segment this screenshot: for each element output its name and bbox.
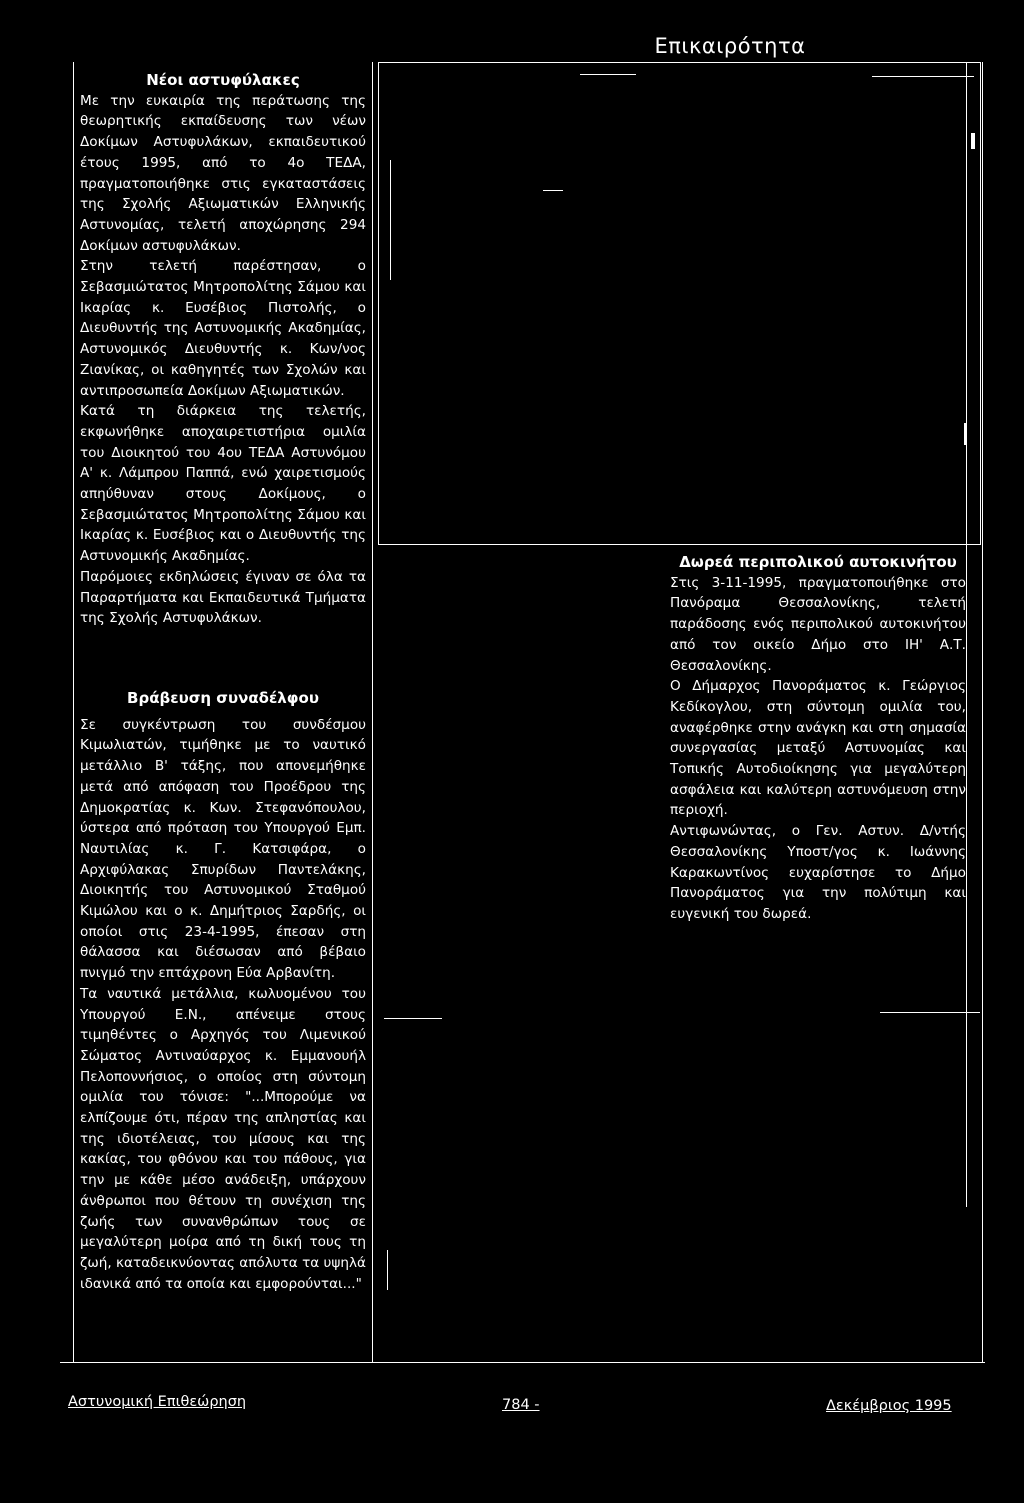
article-title: Νέοι αστυφύλακες (146, 71, 300, 89)
photo-highlight-mark (971, 133, 975, 149)
photo-right-rule (390, 160, 391, 280)
page-number: 784 - (502, 1397, 540, 1413)
article-paragraph: Αντιφωνώντας, ο Γεν. Αστυν. Δ/ντής Θεσσαλονίκης Υποστ/γος κ. Ιωάννης Καρακωντίνος ευχαρίστησε το Δήμο Πανοράματος για την πολύτιμη και ευγενική του δωρεά. (670, 823, 966, 922)
article-paragraph: Τα ναυτικά μετάλλια, κωλυομένου του Υπουργού Ε.Ν., απένειμε στους τιμηθέντες ο Αρχηγός του Λιμενικού Σώματος Αντιναύαρχος κ. Εμμανουήλ Πελοποννήσιος, ο οποίος στη σύντομη ομιλία του τόνισε: "...Μπορούμε να ελπίζουμε ότι, πέραν της απληστίας και της ιδιοτέλειας, του μίσους και της κακίας, του φθόνου και του πάθους, για την με κάθε μέσο ανάδειξη, υπάρχουν άνθρωποι που θέτουν τη συνέχιση της ζωής των συνανθρώπων τους σε μεγαλύτερη μοίρα από τη δική τους τη ζωή, καταδεικνύοντας απόλυτα τα υψηλά ιδανικά από τα οποία και εμφορούνται..." (80, 985, 366, 1292)
lower-right-rule (387, 1250, 388, 1290)
journal-name: Αστυνομική Επιθεώρηση (68, 1394, 247, 1410)
left-column-rule (73, 62, 74, 1363)
column-divider-rule (372, 62, 373, 1363)
article-paragraph: Ο Δήμαρχος Πανοράματος κ. Γεώργιος Κεδίκογλου, στη σύντομη ομιλία του, αναφέρθηκε στην ανάγκη και στη σημασία συνεργασίας μεταξύ Αστυνομίας και Τοπικής Αυτοδιοίκησης για μεγαλύτερη ασφάλεια και καλύτερη αστυνόμευση στην περιοχή. (670, 678, 966, 819)
right-column-rule (982, 62, 983, 1363)
section-header: Επικαιρότητα (654, 34, 806, 58)
article-title: Βράβευση συναδέλφου (127, 689, 319, 707)
photo-highlight-mark (964, 423, 967, 445)
article-paragraph: Σε συγκέντρωση του συνδέσμου Κιμωλιατών, τιμήθηκε με το ναυτικό μετάλλιο Β' τάξης, που απονεμήθηκε μετά από απόφαση του Προέδρου της Δημοκρατίας κ. Κων. Στεφανόπουλου, ύστερα από πρόταση του Υπουργού Εμπ. Ναυτιλίας κ. Γ. Κατσιφάρα, ο Αρχιφύλακας Σπυρίδων Παντελάκης, Διοικητής του Αστυνομικού Σταθμού Κιμώλου και ο κ. Δημήτριος Σαρδής, οι οποίοι στις 23-4-1995, έπεσαν στη θάλασσα και διέσωσαν από βέβαιο πνιγμό την επτάχρονη Εύα Αρβανίτη. (80, 716, 366, 982)
article-new-police-officers (80, 70, 366, 629)
issue-date: Δεκέμβριος 1995 (826, 1398, 952, 1414)
bottom-rule (60, 1362, 985, 1363)
article-patrol-car-donation (670, 552, 966, 925)
article-paragraph: Στις 3-11-1995, πραγματοποιήθηκε στο Πανόραμα Θεσσαλονίκης, τελετή παράδοσης ενός περιπολικού αυτοκινήτου από τον οικείο Δήμο στο ΙΗ' Α.Τ. Θεσσαλονίκης. (670, 574, 966, 674)
lower-rule-short (384, 1018, 442, 1019)
article-paragraph: Με την ευκαιρία της περάτωσης της θεωρητικής εκπαίδευσης των νέων Δοκίμων Αστυφυλάκων, εκπαιδευτικού έτους 1995, από το 4ο ΤΕΔΑ, πραγματοποιήθηκε στις εγκαταστάσεις της Σχολής Αξιωματικών Ελληνικής Αστυνομίας, τελετή αποχώρησης 294 Δοκίμων αστυφυλάκων. (80, 92, 366, 254)
article-paragraph: Στην τελετή παρέστησαν, ο Σεβασμιώτατος Μητροπολίτης Σάμου και Ικαρίας κ. Ευσέβιος Πιστολής, ο Διευθυντής της Αστυνομικής Ακαδημίας, Αστυνομικός Διευθυντής κ. Κων/νος Ζιανίκας, οι καθηγητές των Σχολών και αντιπροσωπεία Δοκίμων Αξιωματικών. (80, 258, 366, 399)
article-colleague-award (80, 688, 366, 1294)
photo-placeholder (378, 62, 981, 545)
lower-rule-long (880, 1012, 980, 1013)
article-paragraph: Κατά τη διάρκεια της τελετής, εκφωνήθηκε αποχαιρετιστήρια ομιλία του Διοικητού του 4ου ΤΕΔΑ Αστυνόμου Α' κ. Λάμπρου Παππά, ενώ χαιρετισμούς απηύθυναν στους Δοκίμους, ο Σεβασμιώτατος Μητροπολίτης Σάμου και Ικαρίας κ. Ευσέβιος και ο Διευθυντής της Αστυνομικής Ακαδημίας. (80, 403, 366, 565)
photo-dot-mark (543, 190, 563, 191)
article-paragraph: Παρόμοιες εκδηλώσεις έγιναν σε όλα τα Παραρτήματα και Εκπαιδευτικά Τμήματα της Σχολής Αστυφυλάκων. (80, 568, 366, 627)
article-title: Δωρεά περιπολικού αυτοκινήτου (679, 553, 957, 571)
